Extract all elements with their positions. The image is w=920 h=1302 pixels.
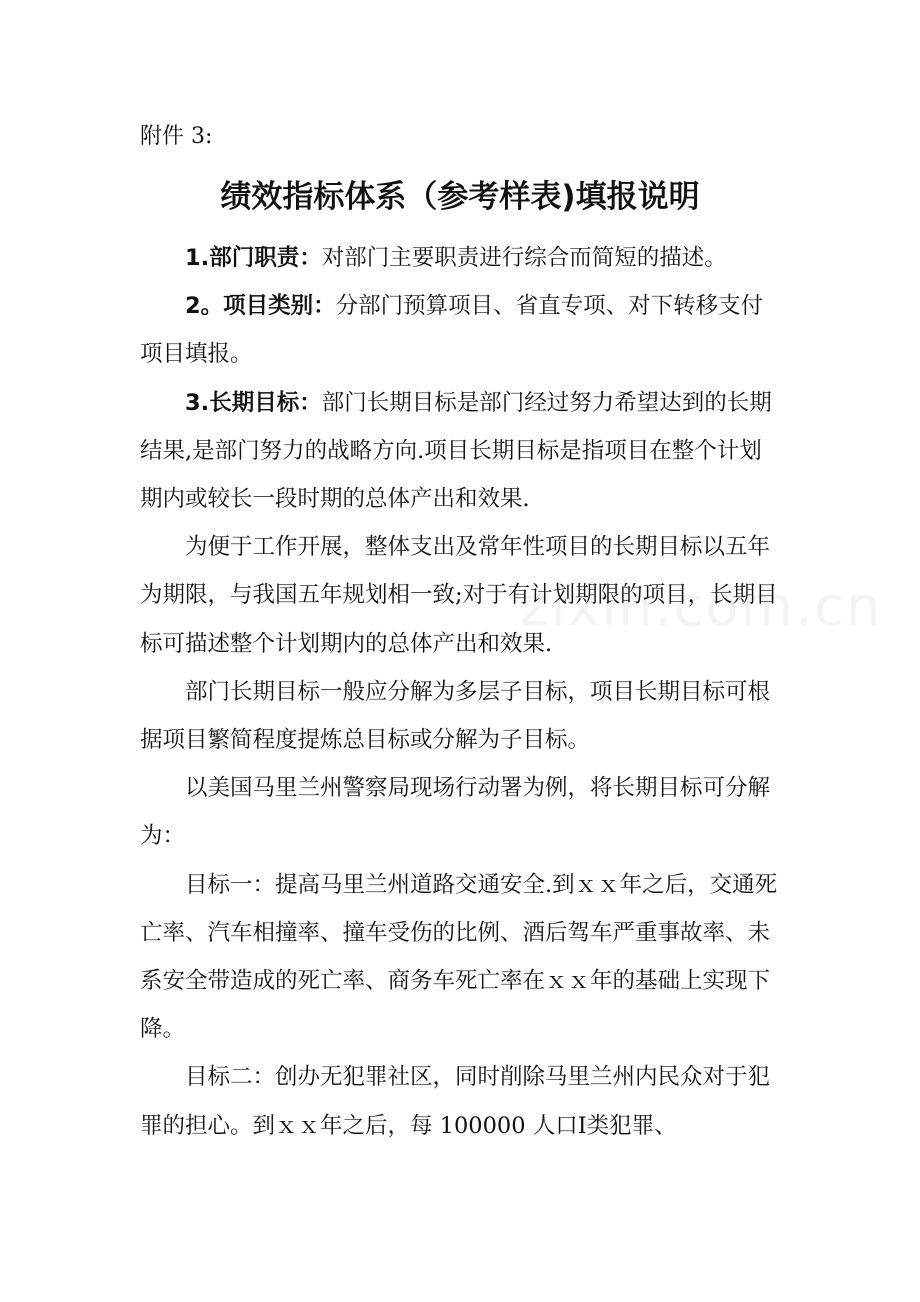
paragraph-category [140,282,780,378]
document-title: 绩效指标体系（参考样表)填报说明 [220,179,700,215]
document-body [140,234,780,1150]
annex-label: 附件 3: [140,124,213,149]
paragraph-goal-two [140,1053,780,1149]
paragraph-duty [140,234,780,282]
paragraph-text: 以美国马里兰州警察局现场行动署为例，将长期目标可分解为： [140,775,771,850]
paragraph-goal-one [140,861,780,1054]
paragraph-text: 为便于工作开展，整体支出及常年性项目的长期目标以五年为期限，与我国五年规划相一致;对于有计划期限的项目，长期目标可描述整个计划期内的总体产出和效果. [140,534,778,657]
paragraph-text: 分部门预算项目、省直专项、对下转移支付项目填报。 [140,293,764,368]
paragraph-lead: 3.长期目标： [185,389,322,416]
paragraph-decomposition [140,668,780,764]
paragraph-text: 目标一：提高马里兰州道路交通安全.到ｘｘ年之后，交通死亡率、汽车相撞率、撞车受伤的比例、酒后驾车严重事故率、未系安全带造成的死亡率、商务车死亡率在ｘｘ年的基础上实现下降。 [140,871,778,1043]
paragraph-text: 目标二：创办无犯罪社区，同时削除马里兰州内民众对于犯罪的担心。到ｘｘ年之后，每 100000 人口Ⅰ类犯罪、 [140,1064,771,1139]
paragraph-text: 部门长期目标是部门经过努力希望达到的长期结果,是部门努力的战略方向.项目长期目标是指项目在整个计划期内或较长一段时期的总体产出和效果. [140,389,772,513]
paragraph-text: 部门长期目标一般应分解为多层子目标，项目长期目标可根据项目繁简程度提炼总目标或分解为子目标。 [140,678,771,754]
paragraph-example-intro [140,764,780,860]
paragraph-text: 对部门主要职责进行综合而简短的描述。 [321,245,727,271]
paragraph-long-term-goal [140,379,780,524]
paragraph-five-year [140,523,780,668]
paragraph-lead: 1.部门职责： [185,245,322,271]
paragraph-lead: 2。项目类别： [185,293,336,320]
